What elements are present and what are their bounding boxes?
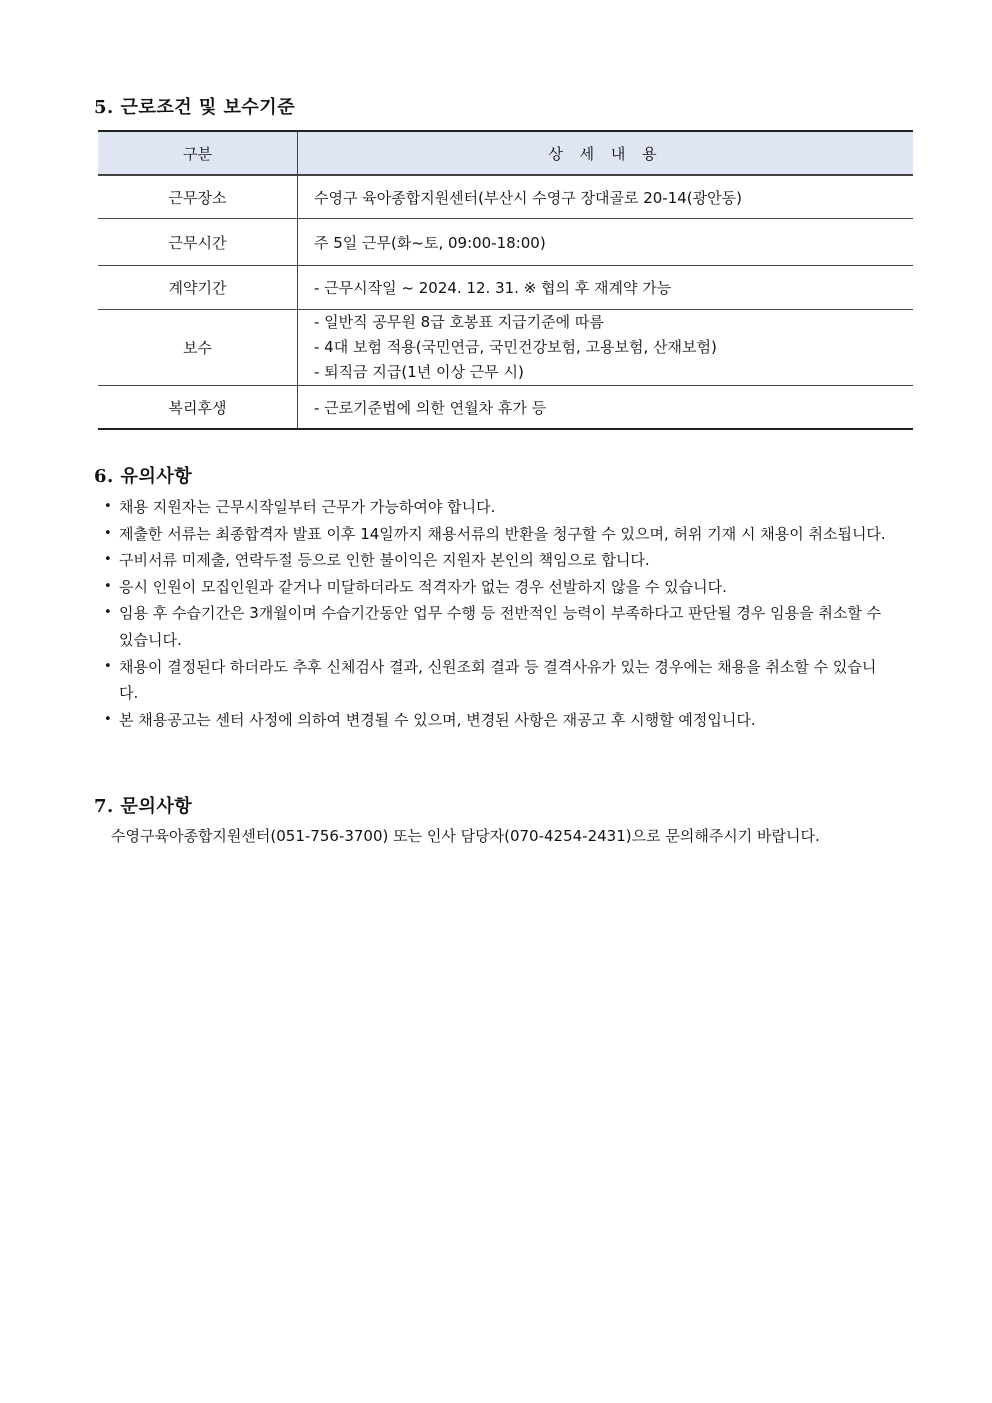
notes-list <box>104 494 894 733</box>
row-label: 계약기간 <box>98 266 298 310</box>
table-header-row <box>98 131 913 175</box>
list-item <box>104 654 894 707</box>
row-detail: - 근로기준법에 의한 연월차 휴가 등 <box>298 386 914 430</box>
table-row <box>98 219 913 266</box>
list-item <box>104 494 894 521</box>
header-category: 구분 <box>98 131 298 175</box>
detail-line: - 일반직 공무원 8급 호봉표 지급기준에 따름 <box>314 313 604 331</box>
row-detail: - 근무시작일 ~ 2024. 12. 31. ※ 협의 후 재계약 가능 <box>298 266 914 310</box>
note-text: 본 채용공고는 센터 사정에 의하여 변경될 수 있으며, 변경된 사항은 재공고 후 시행할 예정입니다. <box>119 710 756 729</box>
row-label: 근무시간 <box>98 219 298 266</box>
note-text: 구비서류 미제출, 연락두절 등으로 인한 불이익은 지원자 본인의 책임으로 합니다. <box>119 551 650 570</box>
list-item <box>104 547 894 574</box>
contact-text: 수영구육아종합지원센터(051-756-3700) 또는 인사 담당자(070-4254-2431)으로 문의해주시기 바랍니다. <box>111 827 820 845</box>
row-detail: 주 5일 근무(화~토, 09:00-18:00) <box>298 219 914 266</box>
bullet-icon: • <box>104 658 112 674</box>
bullet-icon: • <box>104 499 112 514</box>
detail-line: - 4대 보험 적용(국민연금, 국민건강보험, 고용보험, 산재보험) <box>314 338 717 356</box>
table-row <box>98 266 913 310</box>
bullet-icon: • <box>104 711 112 727</box>
bullet-icon: • <box>104 578 112 594</box>
note-text: 채용 지원자는 근무시작일부터 근무가 가능하여야 합니다. <box>119 498 496 516</box>
bullet-icon: • <box>104 525 112 541</box>
detail-line: - 퇴직금 지급(1년 이상 근무 시) <box>314 363 524 381</box>
list-item <box>104 707 894 734</box>
note-text: 제출한 서류는 최종합격자 발표 이후 14일까지 채용서류의 반환을 청구할 수 있으며, 허위 기재 시 채용이 취소됩니다. <box>119 524 886 543</box>
row-label: 보수 <box>98 310 298 386</box>
section-6-title: 6. 유의사항 <box>94 466 193 487</box>
table-row <box>98 386 913 430</box>
row-detail: 수영구 육아종합지원센터(부산시 수영구 장대골로 20-14(광안동) <box>298 175 914 219</box>
working-conditions-table <box>98 130 913 430</box>
note-text: 임용 후 수습기간은 3개월이며 수습기간동안 업무 수행 등 전반적인 능력이 부족하다고 판단될 경우 임용을 취소할 수 있습니다. <box>119 604 882 649</box>
note-text: 채용이 결정된다 하더라도 추후 신체검사 결과, 신원조회 결과 등 결격사유가 있는 경우에는 채용을 취소할 수 있습니다. <box>119 657 877 703</box>
section-5-title: 5. 근로조건 및 보수기준 <box>94 97 296 118</box>
row-detail <box>298 310 914 386</box>
section-7-title: 7. 문의사항 <box>94 796 193 817</box>
list-item <box>104 574 894 601</box>
header-details: 상 세 내 용 <box>298 131 914 175</box>
list-item <box>104 600 894 653</box>
bullet-icon: • <box>104 605 112 621</box>
table-row <box>98 175 913 219</box>
note-text: 응시 인원이 모집인원과 같거나 미달하더라도 적격자가 없는 경우 선발하지 않을 수 있습니다. <box>119 577 727 596</box>
bullet-icon: • <box>104 552 112 568</box>
row-label: 근무장소 <box>98 175 298 219</box>
table-row <box>98 310 913 386</box>
list-item <box>104 521 894 548</box>
row-label: 복리후생 <box>98 386 298 430</box>
